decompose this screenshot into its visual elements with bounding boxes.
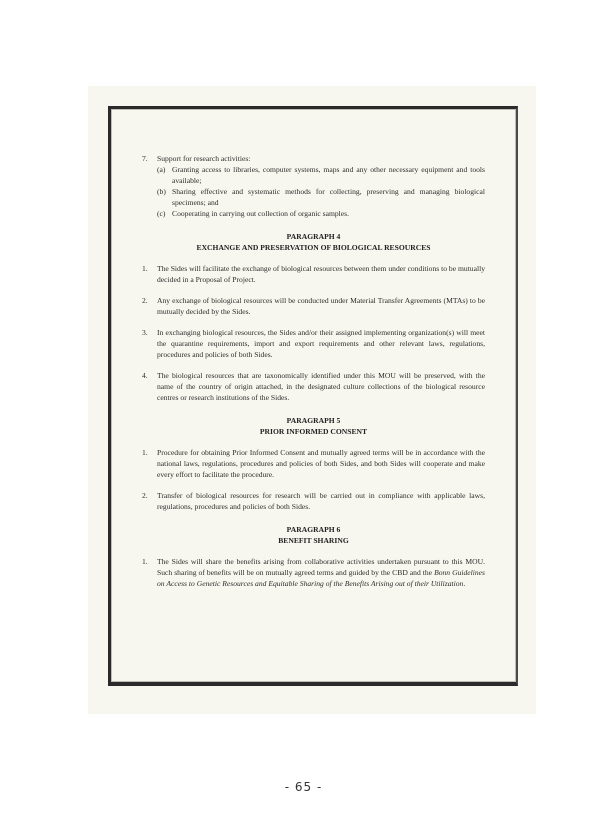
item-text: Support for research activities:: [157, 154, 251, 163]
item-text-start: The Sides will share the benefits arising from collaborative activities undertaken pursuant to this MOU. Such sharing of benefits will be on mutually agreed terms and guided by the CBD and the: [157, 557, 485, 577]
sub-item: [157, 164, 485, 186]
item-text: [157, 556, 485, 589]
page-number: - 65 -: [284, 780, 323, 794]
item-text: Any exchange of biological resources will be conducted under Material Transfer Agreements (MTAs) to be mutually decided by the Sides.: [157, 296, 485, 316]
list-item: [142, 556, 485, 589]
section-heading: PARAGRAPH 5: [286, 416, 341, 425]
section-subheading: EXCHANGE AND PRESERVATION OF BIOLOGICAL RESOURCES: [196, 243, 431, 252]
item-number: 2.: [142, 296, 148, 305]
list-item: [142, 153, 485, 164]
item-number: 3.: [142, 328, 148, 337]
list-item: [142, 295, 485, 317]
list-item: [142, 327, 485, 360]
sub-item: [157, 186, 485, 208]
list-item: [142, 370, 485, 403]
item-text: The biological resources that are taxonomically identified under this MOU will be preserved, with the name of the country of origin attached, in the designated culture collections of the biological resource centres or research institutions of the Sides.: [157, 371, 485, 402]
item-text: In exchanging biological resources, the Sides and/or their assigned implementing organization(s) will meet the quarantine requirements, import and export requirements and other relevant laws, regulations, procedures and policies of both Sides.: [157, 328, 485, 359]
section-subheading: PRIOR INFORMED CONSENT: [259, 427, 368, 436]
list-item: [142, 447, 485, 480]
section-subheading: BENEFIT SHARING: [278, 536, 349, 545]
item-text: Transfer of biological resources for research will be carried out in compliance with applicable laws, regulations, procedures and policies of both Sides.: [157, 491, 485, 511]
item-text: Procedure for obtaining Prior Informed Consent and mutually agreed terms will be in accordance with the national laws, regulations, procedures and policies of both Sides, and both Sides will cooperate and make every effort to facilitate the procedure.: [157, 448, 485, 479]
item-number: 1.: [142, 264, 148, 273]
list-item: [142, 490, 485, 512]
section-heading: PARAGRAPH 4: [286, 232, 341, 241]
list-item: [142, 263, 485, 285]
sub-item-text: Cooperating in carrying out collection of organic samples.: [172, 209, 349, 218]
sub-item-letter: (b): [157, 187, 166, 196]
item-text: The Sides will facilitate the exchange of biological resources between them under conditions to be mutually decided in a Proposal of Project.: [157, 264, 485, 284]
item-number: 7.: [142, 154, 148, 163]
sub-item: [157, 208, 485, 219]
item-text-end: .: [463, 579, 466, 588]
section-heading: PARAGRAPH 6: [286, 525, 341, 534]
item-number: 1.: [142, 557, 148, 566]
sub-item-letter: (a): [157, 165, 166, 174]
item-number: 1.: [142, 448, 148, 457]
sub-item-text: Granting access to libraries, computer systems, maps and any other necessary equipment and tools available;: [172, 165, 485, 185]
sub-item-text: Sharing effective and systematic methods for collecting, preserving and managing biological specimens; and: [172, 187, 485, 207]
item-number: 4.: [142, 371, 148, 380]
sub-item-letter: (c): [157, 209, 166, 218]
item-text-italic: Bonn Guidelines on Access to Genetic Resources and Equitable Sharing of the Benefits Arising out of their Utilization: [157, 568, 485, 588]
document-body: [142, 153, 485, 589]
item-number: 2.: [142, 491, 148, 500]
